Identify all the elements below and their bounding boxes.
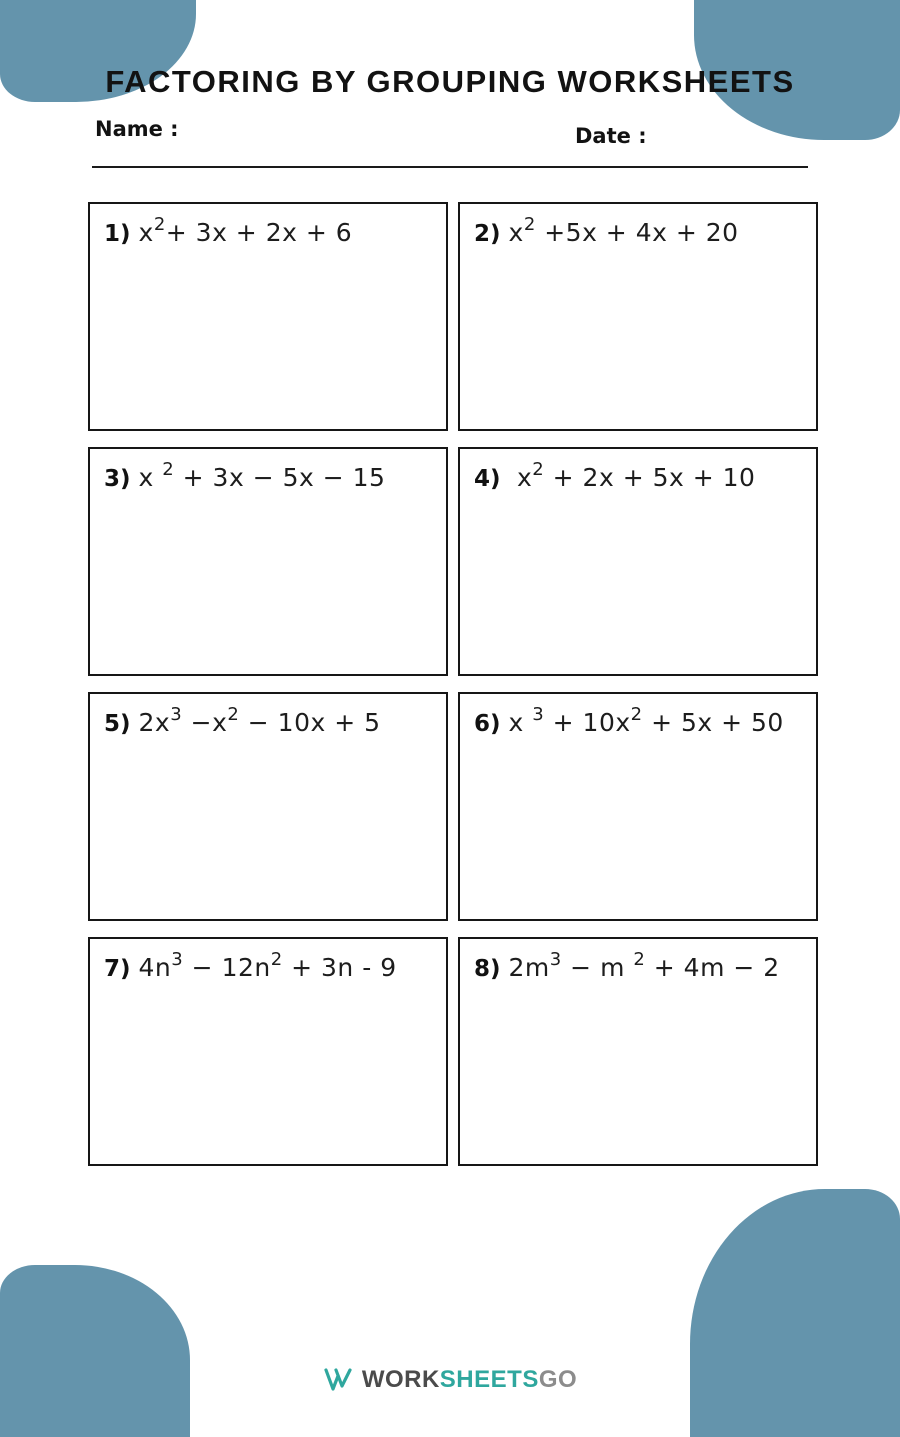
- problem-line: [460, 694, 816, 737]
- name-label: Name :: [95, 117, 179, 141]
- problem-expression: $2m^3 - m$ $^2$ + 4m − 2: [508, 948, 780, 982]
- problem-number: 1): [104, 221, 131, 247]
- problem-number: 5): [104, 711, 131, 737]
- problem-expression: x $^3 + 10x^2 + 5x + 50$: [508, 703, 784, 737]
- problem-box-8: [458, 937, 818, 1166]
- problem-line: [90, 204, 446, 247]
- name-date-line: [92, 166, 808, 168]
- problem-number: 2): [474, 221, 501, 247]
- problem-expression: x $^2$ + 3x − 5x − 15: [138, 458, 386, 492]
- problem-box-5: [88, 692, 448, 921]
- corner-decoration-bottom-right: [690, 1189, 900, 1437]
- corner-decoration-bottom-left: [0, 1265, 190, 1437]
- problem-line: [460, 204, 816, 247]
- problem-line: [90, 694, 446, 737]
- problem-expression: $2x^3 -x^2 - 10x + 5$: [138, 703, 381, 737]
- brand-wordmark: [362, 1366, 577, 1394]
- problem-expression: $x^2 + 2x + 5x + 10$: [508, 458, 756, 492]
- problem-box-3: [88, 447, 448, 676]
- problem-box-2: [458, 202, 818, 431]
- brand-text-sheets: SHEETS: [439, 1366, 539, 1393]
- problem-number: 6): [474, 711, 501, 737]
- problem-box-4: [458, 447, 818, 676]
- problem-number: 7): [104, 956, 131, 982]
- problem-line: [90, 939, 446, 982]
- problem-expression: $x^2 +5x + 4x + 20$: [508, 213, 739, 247]
- brand-text-work: WORK: [361, 1366, 440, 1393]
- problem-number: 8): [474, 956, 501, 982]
- footer-brand: [0, 1366, 900, 1394]
- problem-number: 4): [474, 466, 501, 492]
- problem-expression: $4n^3 - 12n^2 + 3n - 9$: [138, 948, 397, 982]
- problem-line: [460, 939, 816, 982]
- problem-expression: $x^2+ 3x + 2x + 6$: [138, 213, 353, 247]
- problem-number: 3): [104, 466, 131, 492]
- problems-grid: [88, 202, 818, 1166]
- problem-line: [90, 449, 446, 492]
- problem-box-1: [88, 202, 448, 431]
- problem-line: [460, 449, 816, 492]
- brand-text-go: GO: [538, 1366, 578, 1393]
- problem-box-6: [458, 692, 818, 921]
- page-title: FACTORING BY GROUPING WORKSHEETS: [105, 64, 795, 99]
- date-label: Date :: [575, 124, 647, 148]
- problem-box-7: [88, 937, 448, 1166]
- worksheetsgo-logo-icon: [323, 1367, 353, 1393]
